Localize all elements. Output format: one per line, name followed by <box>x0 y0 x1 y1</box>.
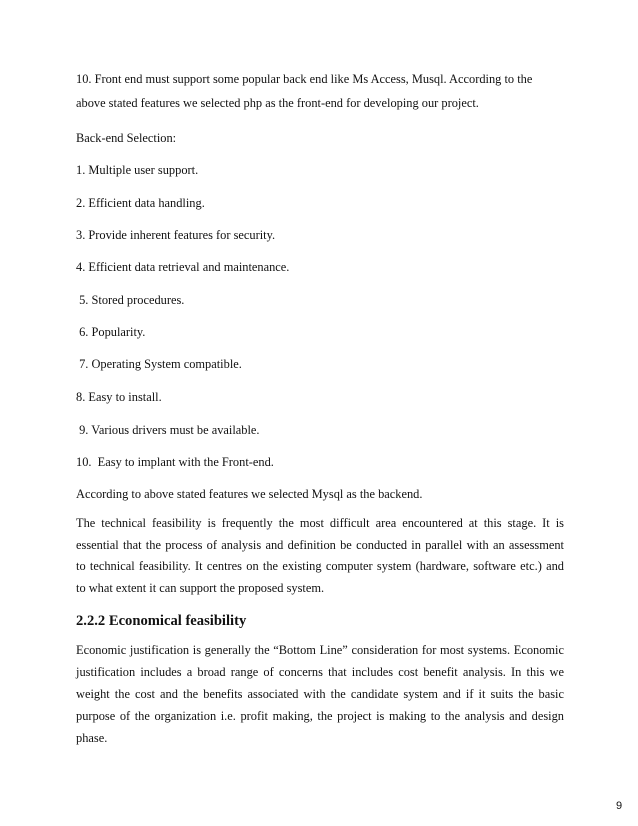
economic-line-2: justification includes a broad range of concerns that includes cost benefit analysis. In this we <box>76 665 564 679</box>
backend-item-9: 9. Various drivers must be available. <box>76 423 260 437</box>
intro-line-2: above stated features we selected php as the front-end for developing our project. <box>76 96 479 110</box>
backend-item-8: 8. Easy to install. <box>76 390 162 404</box>
backend-item-5: 5. Stored procedures. <box>76 293 185 307</box>
backend-item-2: 2. Efficient data handling. <box>76 196 205 210</box>
backend-item-3: 3. Provide inherent features for security. <box>76 228 276 242</box>
technical-line-1: The technical feasibility is frequently the most difficult area encountered at this stage. It is <box>76 516 564 530</box>
economic-line-1: Economic justification is generally the “Bottom Line” consideration for most systems. Economic <box>76 643 564 657</box>
backend-item-1: 1. Multiple user support. <box>76 163 199 177</box>
backend-item-7: 7. Operating System compatible. <box>76 357 242 371</box>
economic-line-5: phase. <box>76 731 108 745</box>
page-number: 9 <box>616 800 623 812</box>
economic-line-3: weight the cost and the benefits associated with the candidate system and if it suits the basic <box>76 687 564 701</box>
economic-line-4: purpose of the organization i.e. profit making, the project is making to the analysis and design <box>76 709 564 723</box>
section-heading-economical-feasibility: 2.2.2 Economical feasibility <box>76 613 247 629</box>
intro-line-1: 10. Front end must support some popular back end like Ms Access, Musql. According to the <box>76 72 533 86</box>
backend-item-6: 6. Popularity. <box>76 325 146 339</box>
technical-line-2: essential that the process of analysis and definition be conducted in parallel with an assessment <box>76 538 564 552</box>
technical-line-3: to technical feasibility. It centres on the existing computer system (hardware, software etc.) and <box>76 559 564 573</box>
backend-item-4: 4. Efficient data retrieval and maintenance. <box>76 260 290 274</box>
technical-line-4: to what extent it can support the proposed system. <box>76 581 325 595</box>
backend-heading: Back-end Selection: <box>76 131 177 145</box>
backend-item-10: 10. Easy to implant with the Front-end. <box>76 455 274 469</box>
backend-conclusion: According to above stated features we selected Mysql as the backend. <box>76 487 423 501</box>
